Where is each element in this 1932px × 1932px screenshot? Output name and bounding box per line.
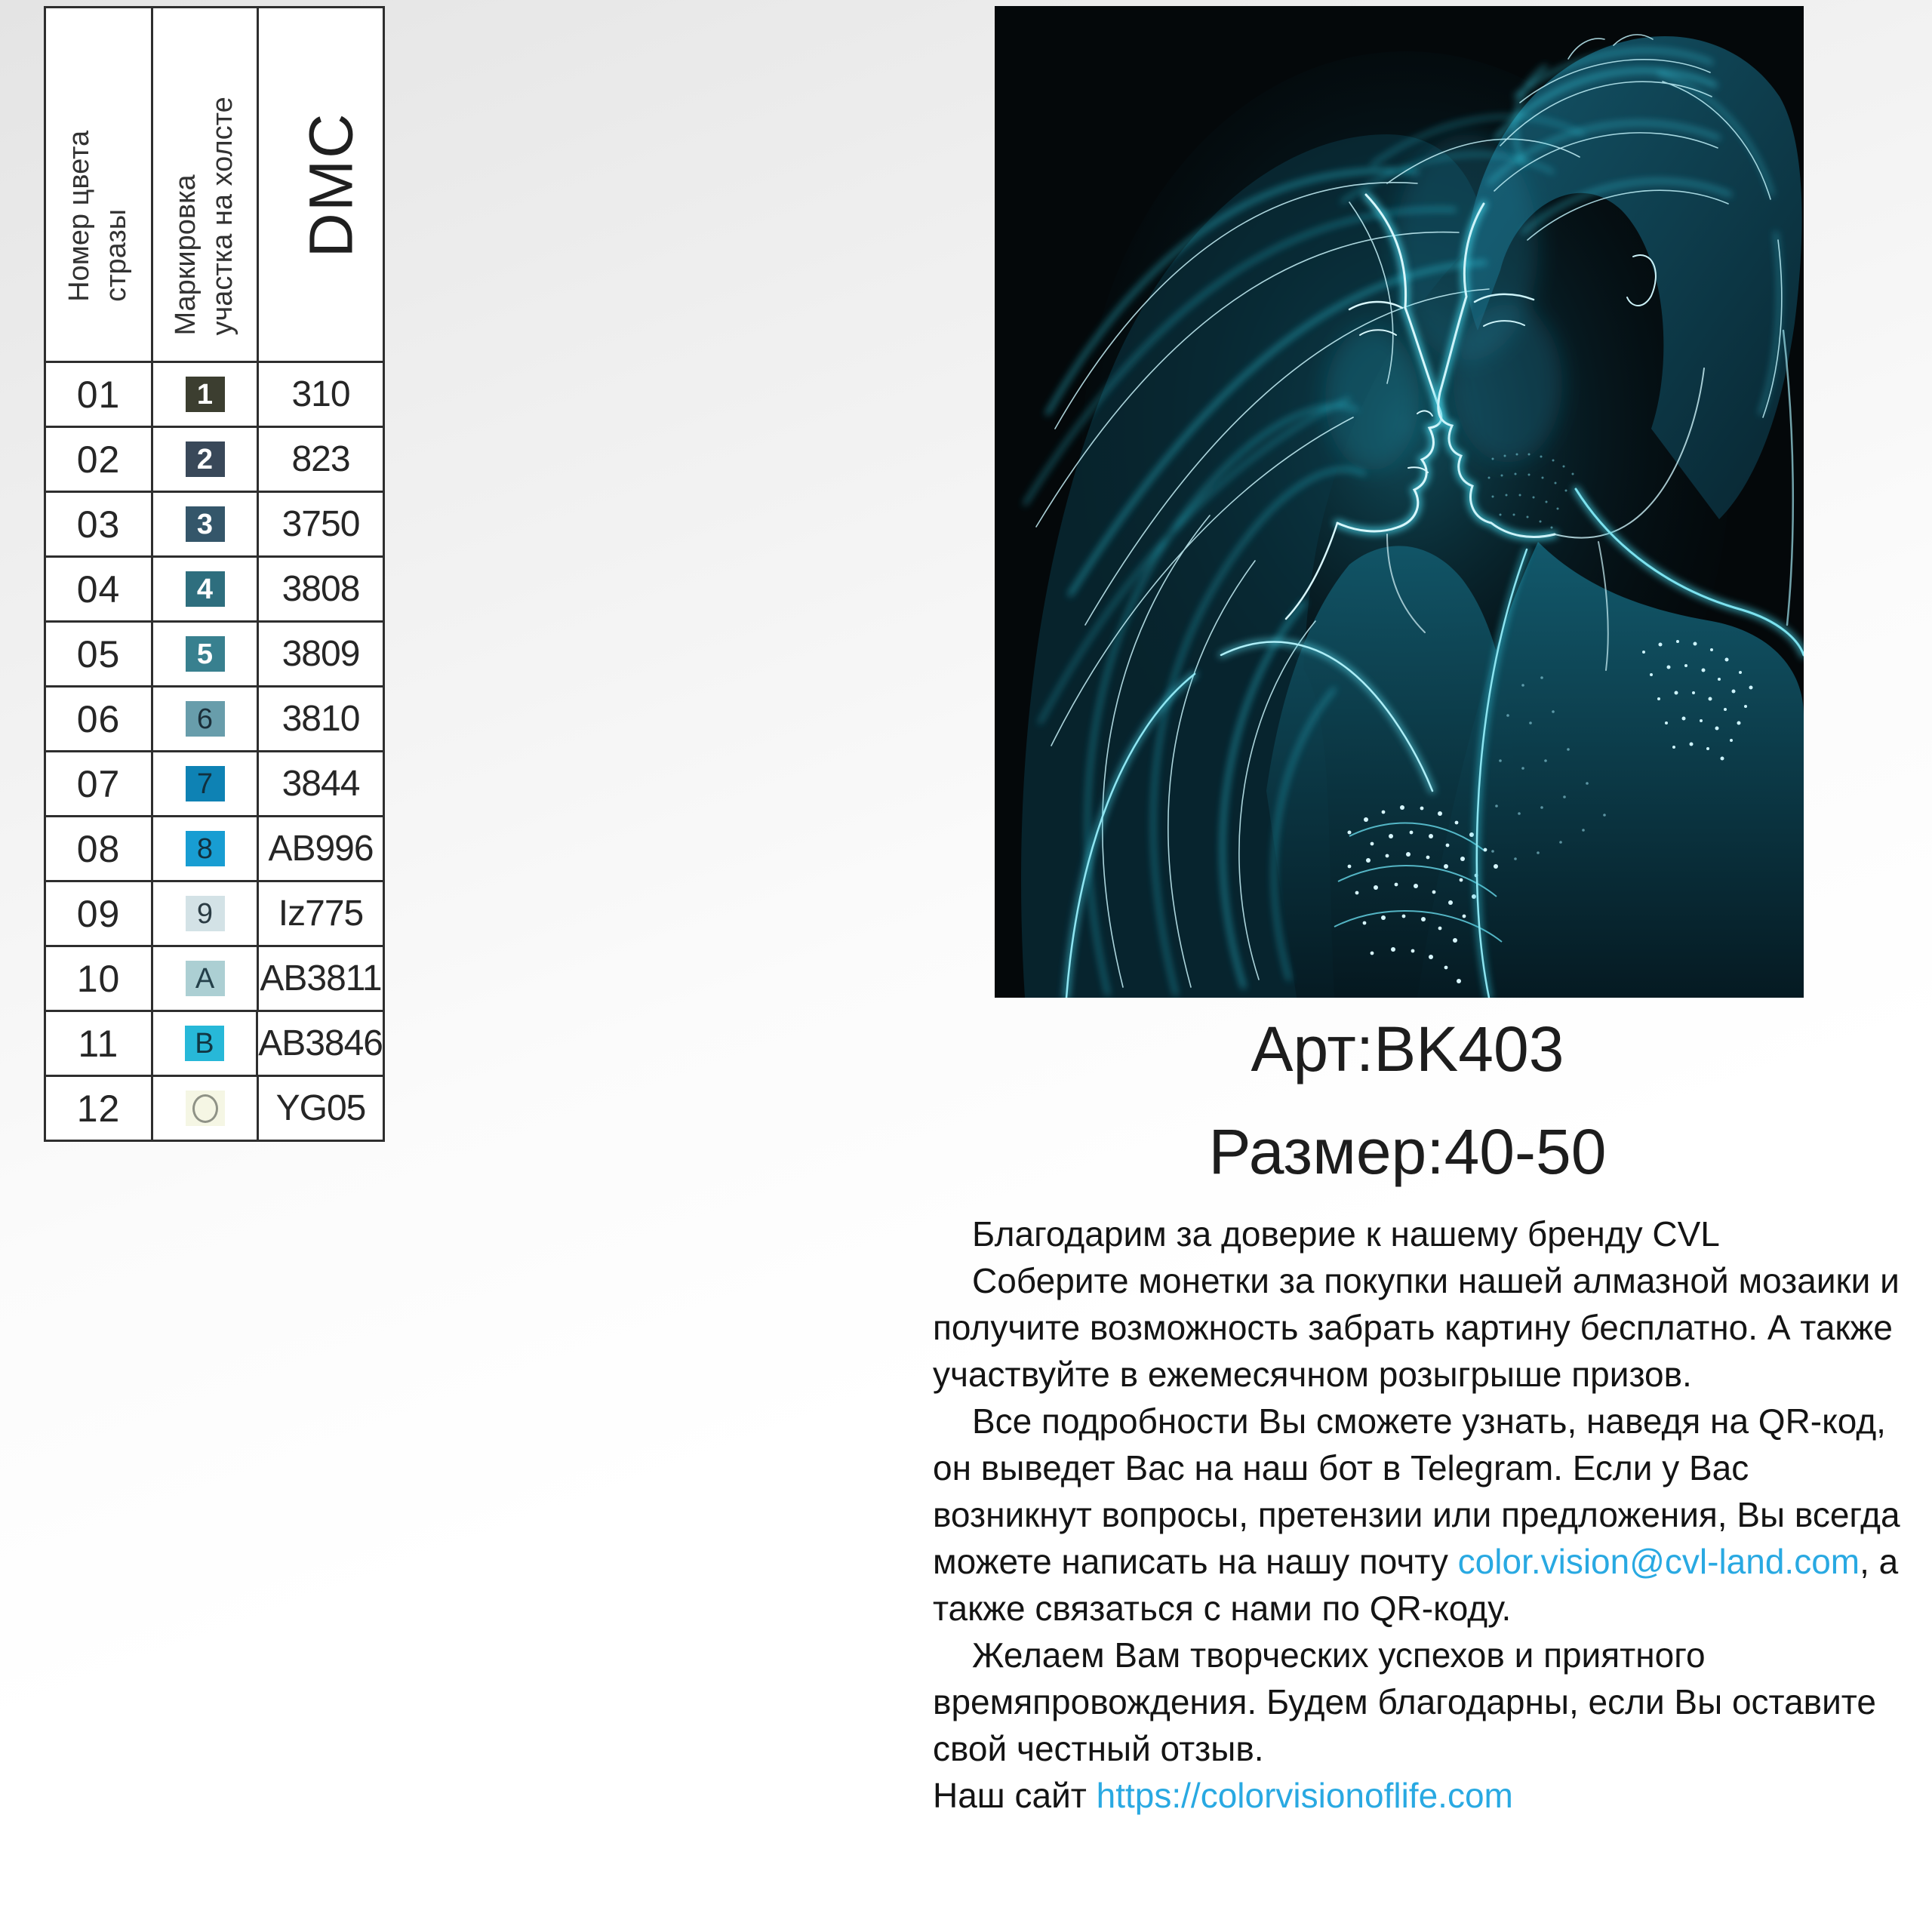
dmc-code: 3750 xyxy=(281,504,360,544)
cell-canvas-mark xyxy=(153,558,259,620)
table-row xyxy=(46,493,383,558)
dmc-code: Iz775 xyxy=(278,894,364,934)
dmc-code: 823 xyxy=(291,439,350,479)
circle-mark-icon xyxy=(192,1094,218,1123)
cell-canvas-mark xyxy=(153,1012,259,1075)
website-link[interactable]: https://colorvisionoflife.com xyxy=(1096,1776,1513,1815)
color-number: 12 xyxy=(76,1087,121,1130)
cell-canvas-mark xyxy=(153,752,259,815)
cell-dmc-code xyxy=(259,363,383,426)
cell-color-number xyxy=(46,947,153,1010)
cell-dmc-code xyxy=(259,1077,383,1140)
canvas-mark-swatch: 5 xyxy=(186,636,225,672)
color-number: 01 xyxy=(76,373,121,416)
header-cell-number xyxy=(46,8,153,361)
table-row xyxy=(46,947,383,1012)
dmc-code: AB3846 xyxy=(258,1023,383,1063)
canvas-mark-swatch: 3 xyxy=(186,506,225,542)
dmc-code: YG05 xyxy=(275,1088,366,1128)
cell-dmc-code xyxy=(258,1012,383,1075)
cell-dmc-code xyxy=(259,428,383,491)
canvas-mark-swatch xyxy=(186,1091,225,1126)
color-number: 11 xyxy=(78,1022,119,1065)
cell-canvas-mark xyxy=(153,363,259,426)
cell-dmc-code xyxy=(259,688,383,750)
dmc-code: 3808 xyxy=(281,569,360,609)
cell-color-number xyxy=(46,817,153,880)
table-body xyxy=(46,363,383,1140)
cell-dmc-code xyxy=(259,817,383,880)
color-legend-table xyxy=(44,6,385,1142)
cell-color-number xyxy=(46,428,153,491)
canvas-mark-swatch: 7 xyxy=(186,766,225,801)
canvas-mark-swatch: 1 xyxy=(186,377,225,412)
cell-dmc-code xyxy=(259,623,383,685)
cell-color-number xyxy=(46,623,153,685)
canvas-mark-swatch: 4 xyxy=(186,571,225,607)
email-link[interactable]: color.vision@cvl-land.com xyxy=(1457,1542,1860,1581)
details-text-before: Все подробности Вы сможете узнать, наведя на QR-код, он выведет Вас на наш бот в Telegram. Если у Вас возникнут вопросы, претензии или предложения, Вы всегда можете написать на нашу почту xyxy=(933,1401,1900,1581)
paragraph-coins: Соберите монетки за покупки нашей алмазной мозаики и получите возможность забрать картину бесплатно. А также участвуйте в ежемесячном розыгрыше призов. xyxy=(933,1261,1900,1394)
table-row xyxy=(46,428,383,493)
table-row xyxy=(46,1077,383,1140)
color-number: 07 xyxy=(76,762,121,805)
table-row xyxy=(46,363,383,428)
color-number: 04 xyxy=(76,568,121,611)
cell-dmc-code xyxy=(259,558,383,620)
cell-canvas-mark xyxy=(153,1077,259,1140)
header-marking-line1: Маркировка xyxy=(170,174,202,336)
cell-color-number xyxy=(46,882,153,945)
canvas-mark-swatch: 2 xyxy=(186,441,225,477)
color-number: 10 xyxy=(76,957,121,1000)
product-artwork-neon-couple xyxy=(995,6,1804,998)
cell-dmc-code xyxy=(259,947,383,1010)
article-code: Арт:BK403 xyxy=(1251,1014,1564,1084)
table-row xyxy=(46,623,383,688)
info-text-block xyxy=(933,1211,1912,1819)
color-number: 08 xyxy=(76,827,121,870)
cell-canvas-mark xyxy=(153,947,259,1010)
cell-color-number xyxy=(46,493,153,555)
canvas-mark-swatch: A xyxy=(186,961,225,996)
paragraph-website xyxy=(933,1772,1912,1819)
cell-dmc-code xyxy=(259,493,383,555)
color-number: 05 xyxy=(76,632,121,675)
dmc-code: 3844 xyxy=(281,764,360,804)
cell-canvas-mark xyxy=(153,882,259,945)
color-number: 03 xyxy=(76,503,121,546)
dmc-code: AB996 xyxy=(268,829,374,869)
cell-color-number xyxy=(46,1077,153,1140)
dmc-code: 310 xyxy=(291,374,350,414)
cell-color-number xyxy=(46,1012,153,1075)
cell-color-number xyxy=(46,688,153,750)
canvas-mark-swatch: 8 xyxy=(186,831,225,866)
canvas-mark-swatch: 6 xyxy=(186,701,225,737)
cell-canvas-mark xyxy=(153,623,259,685)
header-cell-marking xyxy=(153,8,259,361)
table-header-row xyxy=(46,8,383,363)
table-row xyxy=(46,752,383,817)
dmc-code: 3809 xyxy=(281,634,360,674)
color-number: 06 xyxy=(76,697,121,740)
header-cell-dmc xyxy=(259,8,405,361)
cell-dmc-code xyxy=(259,882,383,945)
cell-canvas-mark xyxy=(153,493,259,555)
cell-color-number xyxy=(46,752,153,815)
cell-dmc-code xyxy=(259,752,383,815)
canvas-mark-swatch: B xyxy=(185,1026,224,1061)
table-row xyxy=(46,1012,383,1077)
header-dmc-label: DMC xyxy=(297,112,366,257)
color-number: 09 xyxy=(76,892,121,935)
table-row xyxy=(46,558,383,623)
color-number: 02 xyxy=(76,438,121,481)
neon-couple-image xyxy=(995,6,1804,998)
product-size: Размер:40-50 xyxy=(1208,1116,1607,1187)
paragraph-details xyxy=(933,1398,1912,1632)
table-row xyxy=(46,688,383,752)
cell-color-number xyxy=(46,558,153,620)
canvas-mark-swatch: 9 xyxy=(186,896,225,931)
header-marking-line2: участка на холсте xyxy=(207,97,239,336)
header-number-label xyxy=(61,131,136,302)
cell-color-number xyxy=(46,363,153,426)
website-text: Наш сайт xyxy=(933,1776,1097,1815)
header-number-line2: стразы xyxy=(100,209,133,303)
cell-canvas-mark xyxy=(153,817,259,880)
dmc-code: 3810 xyxy=(281,699,360,739)
details-text-after: , а также связаться с нами по QR-коду. xyxy=(933,1542,1899,1628)
cell-canvas-mark xyxy=(153,428,259,491)
dmc-code: AB3811 xyxy=(260,958,382,998)
table-row xyxy=(46,817,383,882)
paragraph-wishes: Желаем Вам творческих успехов и приятного времяпровождения. Будем благодарны, если Вы оставите свой честный отзыв. xyxy=(933,1635,1876,1768)
header-number-line1: Номер цвета xyxy=(63,130,96,303)
header-marking-label xyxy=(168,97,242,335)
table-row xyxy=(46,882,383,947)
cell-canvas-mark xyxy=(153,688,259,750)
paragraph-thanks: Благодарим за доверие к нашему бренду CVL xyxy=(972,1214,1720,1254)
